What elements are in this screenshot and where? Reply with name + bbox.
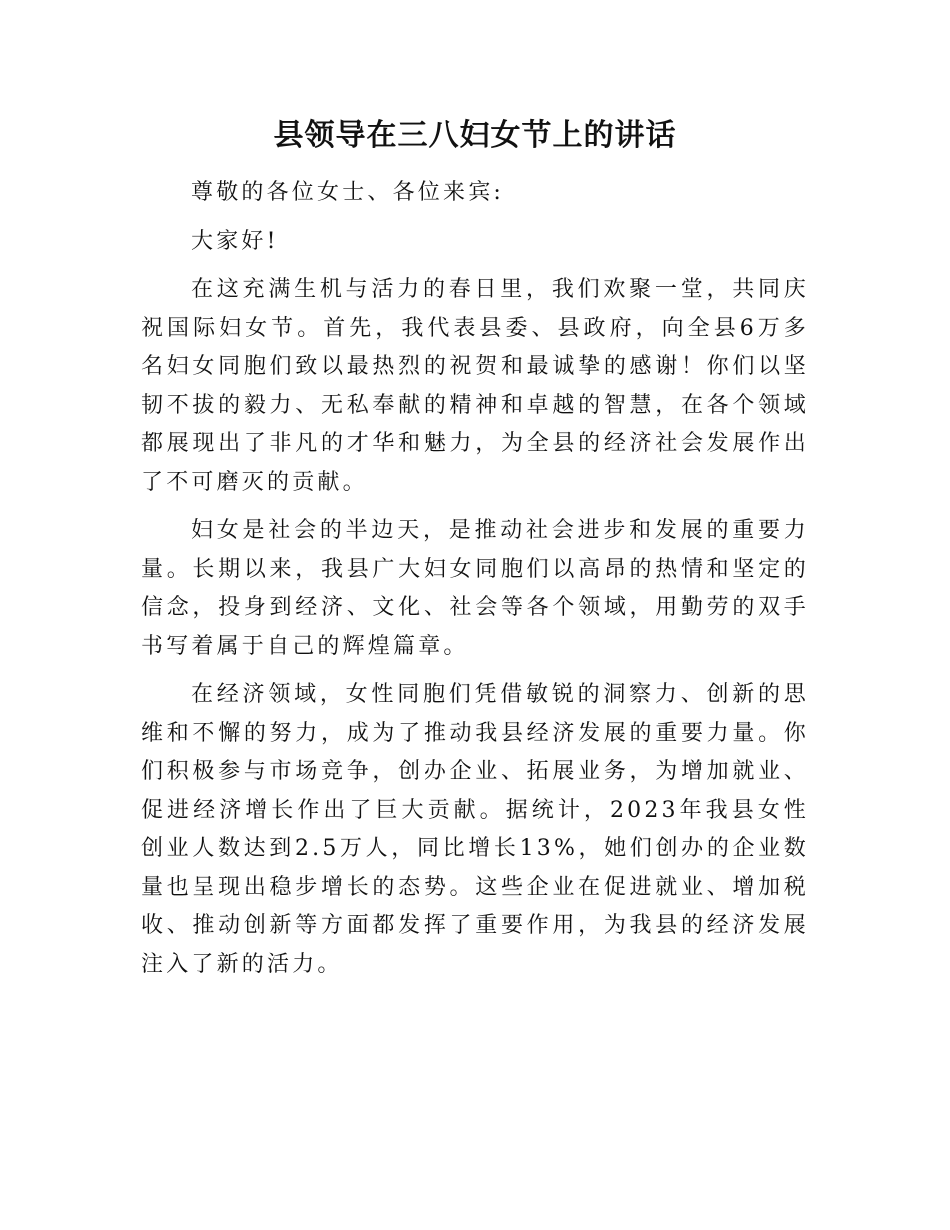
document-title: 县领导在三八妇女节上的讲话 (273, 118, 677, 153)
body-paragraph-1: 在这充满生机与活力的春日里，我们欢聚一堂，共同庆祝国际妇女节。首先，我代表县委、县政府，向全县6万多名妇女同胞们致以最热烈的祝贺和最诚挚的感谢！你们以坚韧不拔的毅力、无私奉献的精神和卓越的智慧，在各个领域都展现出了非凡的才华和魅力，为全县的经济社会发展作出了不可磨灭的贡献。 (141, 277, 809, 495)
salutation: 尊敬的各位女士、各位来宾: (191, 180, 505, 205)
document-page (141, 110, 809, 994)
body-paragraph-2: 妇女是社会的半边天，是推动社会进步和发展的重要力量。长期以来，我县广大妇女同胞们以高昂的热情和坚定的信念，投身到经济、文化、社会等各个领域，用勤劳的双手书写着属于自己的辉煌篇章。 (141, 518, 809, 659)
greeting: 大家好! (191, 228, 279, 254)
body-paragraph-3: 在经济领域，女性同胞们凭借敏锐的洞察力、创新的思维和不懈的努力，成为了推动我县经济发展的重要力量。你们积极参与市场竞争，创办企业、拓展业务，为增加就业、促进经济增长作出了巨大贡献。据统计，2023年我县女性创业人数达到2.5万人，同比增长13%，她们创办的企业数量也呈现出稳步增长的态势。这些企业在促进就业、增加税收、推动创新等方面都发挥了重要作用，为我县的经济发展注入了新的活力。 (141, 682, 809, 977)
